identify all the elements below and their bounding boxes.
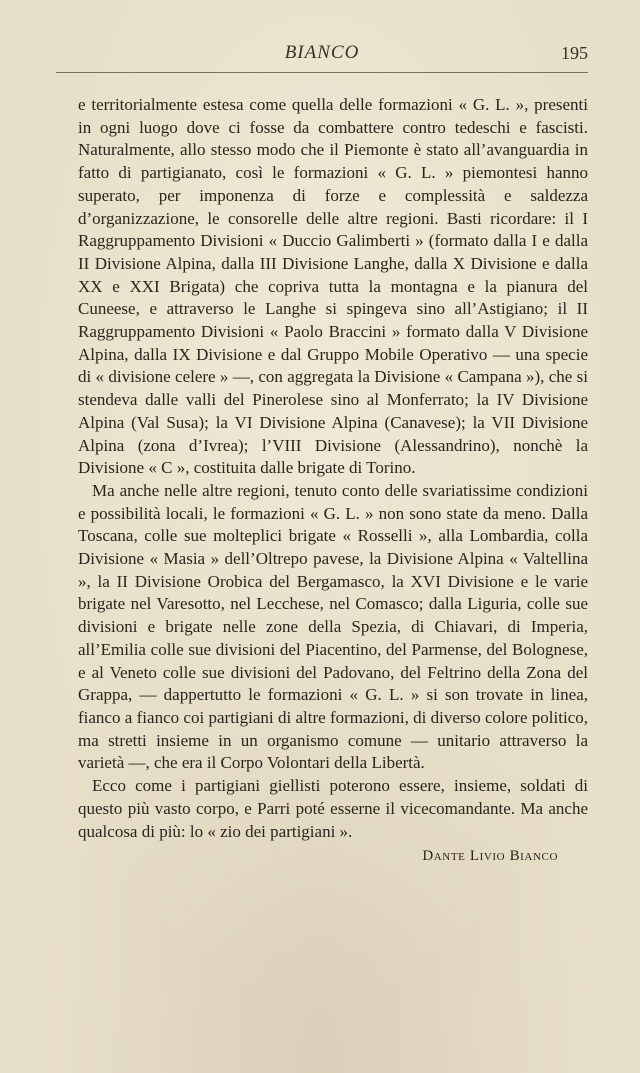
- page-header: [56, 42, 588, 68]
- author-signature: Dante Livio Bianco: [422, 848, 558, 865]
- running-head: BIANCO: [284, 42, 360, 63]
- paragraph-1: e territorialmente estesa come quella delle formazioni « G. L. », presenti in ogni luogo dove ci fosse da combattere contro tedeschi e fascisti. Naturalmente, allo stesso modo che il Piemonte è stato all’avanguardia in fatto di partigianato, così le formazioni « G. L. » piemontesi hanno superato, per imponenza di forze e complessità e saldezza d’organizzazione, le consorelle delle altre regioni. Basti ricordare: il I Raggruppamento Divisioni « Duccio Galimberti » (formato dalla I e dalla II Divisione Alpina, dalla III Divisione Langhe, dalla X Divisione e dalla XX e XXI Brigata) che copriva tutta la montagna e la pianura del Cuneese, e attraverso le Langhe si spingeva sino all’Astigiano; il II Raggruppamento Divisioni « Paolo Braccini » formato dalla V Divisione Alpina, dalla IX Divisione e dal Gruppo Mobile Operativo — una specie di « divisione celere » —, con aggregata la Divisione « Campana »), che si stendeva dalle valli del Pinerolese sino al Monferrato; la IV Divisione Alpina (Val Susa); la VI Divisione Alpina (Canavese); la VII Divisione Alpina (zona d’Ivrea); l’VIII Divisione (Alessandrino), nonchè la Divisione « C », costituita dalle brigate di Torino.: [78, 95, 588, 478]
- paragraph-2: Ma anche nelle altre regioni, tenuto conto delle svariatissime condizioni e possibilità locali, le formazioni « G. L. » non sono state da meno. Dalla Toscana, colle sue molteplici brigate « Rosselli », alla Lombardia, colla Divisione « Masia » dell’Oltrepo pavese, la Divisione Alpina « Valtellina », la II Divisione Orobica del Bergamasco, la XVI Divisione e le varie brigate nel Varesotto, nel Lecchese, nel Comasco; dalla Liguria, colle sue divisioni e brigate nelle zone della Spezia, di Chiavari, di Imperia, all’Emilia colle sue divisioni del Piacentino, del Parmense, del Bolognese, e al Veneto colle sue divisioni del Padovano, del Feltrino della Zona del Grappa, — dappertutto le formazioni « G. L. » si son trovate in linea, fianco a fianco coi partigiani di altre formazioni, di diverso colore politico, ma stretti insieme in un organismo comune — unitario attraverso la varietà —, che era il Corpo Volontari della Libertà.: [78, 480, 588, 773]
- page-number: 195: [561, 43, 588, 63]
- body-text: [78, 94, 588, 868]
- paragraph-3: Ecco come i partigiani giellisti poterono essere, insieme, soldati di questo più vasto corpo, e Parri poté esserne il vicecomandante. Ma anche qualcosa di più: lo « zio dei partigiani ».: [78, 776, 588, 841]
- header-rule: [56, 72, 588, 73]
